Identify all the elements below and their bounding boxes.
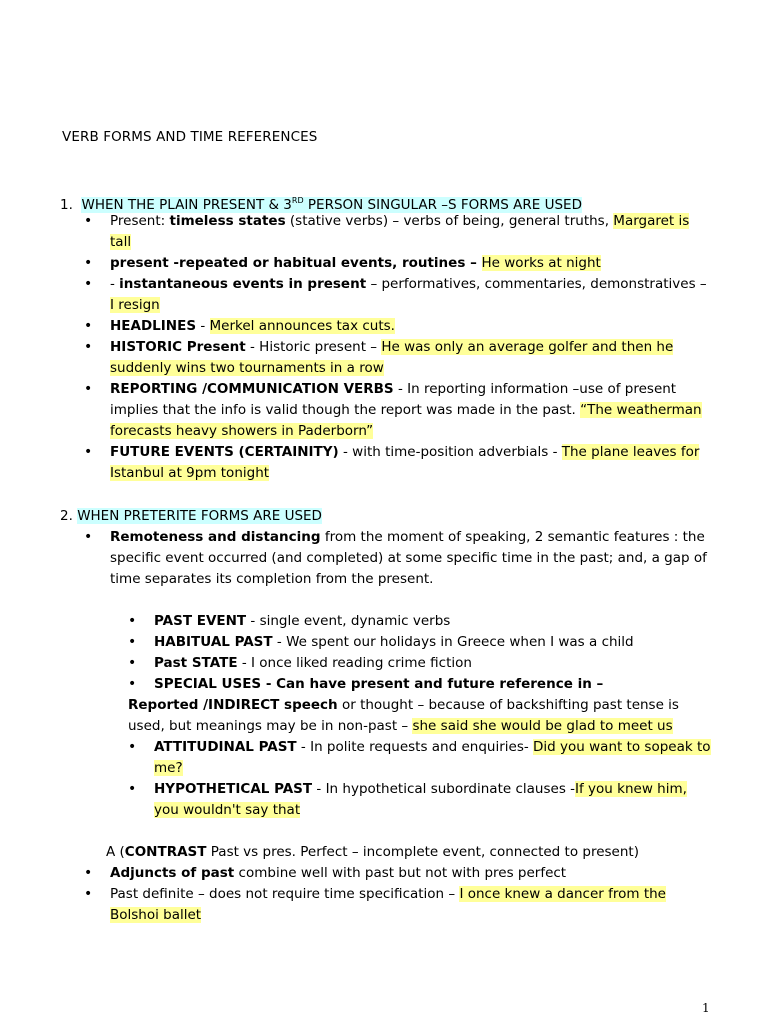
list-item [84,863,714,884]
item-bold: instantaneous events in present [119,276,367,292]
item-bold: Adjuncts of past [110,865,235,881]
item-text: from the moment of speaking, 2 semantic features : the specific event occurred (and completed) at some specific time in the past; and, a gap of time separates its completion from the present. [110,529,707,587]
document-title: VERB FORMS AND TIME REFERENCES [62,129,318,145]
item-text: Past vs pres. Perfect – incomplete event, connected to present) [206,844,639,860]
item-text: – performatives, commentaries, demonstratives – [366,276,707,292]
item-example: He was only an average golfer and then he suddenly wins two tournaments in a row [110,339,674,376]
item-text: - In hypothetical subordinate clauses - [312,781,576,797]
section-2-final-list [84,863,714,926]
list-item [84,884,714,926]
item-bold: HEADLINES [110,318,197,334]
contrast-line [106,842,726,863]
section-1-heading-part-b: PERSON SINGULAR –S FORMS ARE USED [303,197,582,213]
item-text: - Historic present – [245,339,382,355]
item-example: “The weatherman forecasts heavy showers in Paderborn” [110,402,702,439]
section-1-number: 1. [60,197,73,213]
item-bold: timeless states [169,213,286,229]
item-bold: CONTRAST [124,844,207,860]
item-bold: present -repeated or habitual events, routines – [110,255,482,271]
item-bold: Remoteness and distancing [110,529,321,545]
item-text: Past definite – does not require time specification – [110,886,460,902]
list-item [128,674,714,695]
section-1-heading-sup: RD [291,196,304,205]
item-example: Margaret is tall [110,213,690,250]
list-item [128,653,714,674]
list-item [84,274,714,316]
contrast-prefix: A ( [106,844,125,860]
item-prefix: Present: [110,213,170,229]
section-1-heading-part-a: WHEN THE PLAIN PRESENT & 3 [81,197,292,213]
list-item [128,632,714,653]
section-2-intro-list [84,527,714,590]
item-example: she said she would be glad to meet us [412,718,673,734]
item-text: combine well with past but not with pres perfect [234,865,567,881]
list-item [128,611,714,632]
item-example: He works at night [481,255,601,271]
reported-speech-paragraph [128,695,714,737]
item-example: If you knew him, you wouldn't say that [154,781,687,818]
list-item [84,379,714,442]
list-item [84,316,714,337]
item-text: - with time-position adverbials - [338,444,562,460]
item-example: I once knew a dancer from the Bolshoi ballet [110,886,666,923]
page-number: 1 [702,1001,710,1015]
item-example: The plane leaves for Istanbul at 9pm tonight [110,444,700,481]
item-example: I resign [110,297,160,313]
section-1-list [84,211,714,484]
list-item [128,779,714,821]
item-text: - [196,318,210,334]
list-item [84,337,714,379]
item-bold: Reported /INDIRECT speech [128,697,338,713]
list-item [84,527,714,590]
item-text: or thought – because of backshifting past tense is used, but meanings may be in non-past – [128,697,679,734]
item-bold: HABITUAL PAST [154,634,273,650]
item-bold: SPECIAL USES - Can have present and future reference in – [154,676,604,692]
section-2-heading [60,506,322,527]
section-2-number: 2. [60,508,73,524]
item-bold: FUTURE EVENTS (CERTAINITY) [110,444,339,460]
item-text: - We spent our holidays in Greece when I was a child [272,634,634,650]
item-prefix: - [110,276,120,292]
item-text: - I once liked reading crime fiction [237,655,472,671]
item-bold: REPORTING /COMMUNICATION VERBS [110,381,394,397]
section-2-heading-text: WHEN PRETERITE FORMS ARE USED [77,508,322,524]
item-bold: HISTORIC Present [110,339,246,355]
item-text: (stative verbs) – verbs of being, general truths, [285,213,614,229]
list-item [84,442,714,484]
item-text: - single event, dynamic verbs [246,613,451,629]
item-bold: PAST EVENT [154,613,247,629]
item-text: - In reporting information –use of present implies that the info is valid though the report was made in the past. [110,381,677,418]
item-example: Did you want to sopeak to me? [154,739,711,776]
section-2-sub-list [128,611,714,695]
item-bold: ATTITUDINAL PAST [154,739,297,755]
item-bold: HYPOTHETICAL PAST [154,781,313,797]
item-example: Merkel announces tax cuts. [209,318,395,334]
list-item [84,211,714,253]
item-text: - In polite requests and enquiries- [296,739,534,755]
section-2-sub-list-2 [128,737,714,821]
list-item [128,737,714,779]
list-item [84,253,714,274]
item-bold: Past STATE [154,655,238,671]
